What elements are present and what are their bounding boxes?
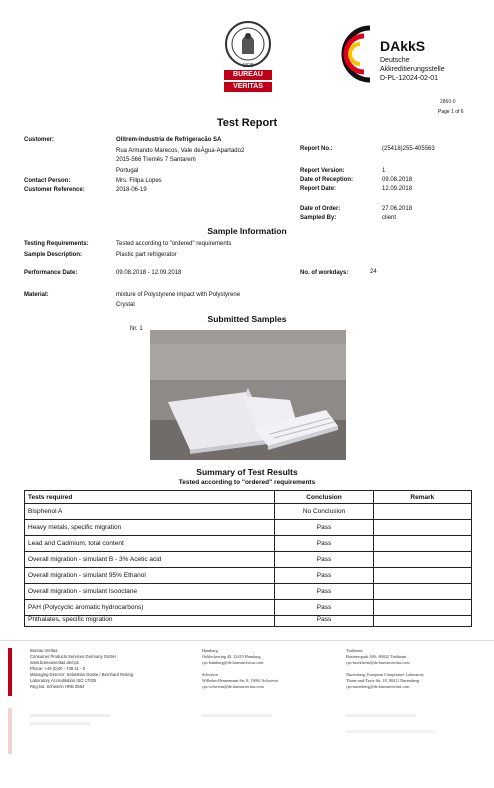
footer-divider	[0, 640, 494, 641]
footer-line: Thurn-und-Taxis-Str. 18, 90411 Nuremberg	[346, 678, 420, 683]
dakks-id: D-PL-12024-02-01	[380, 75, 438, 82]
footer-line: Nuremberg, European Compliance Laboratory	[346, 672, 425, 677]
footer-line: cps-hamburg@de.bureauveritas.com	[202, 660, 264, 665]
footer-red-bar	[8, 648, 12, 696]
table-row	[25, 520, 472, 536]
table-row	[25, 584, 472, 600]
test-name: Overall migration - simulant 95% Ethanol	[25, 568, 275, 584]
footer-line: cps-tuerkheim@de.bureauveritas.com	[346, 660, 410, 665]
material-label: Material:	[24, 292, 49, 298]
report-title: Test Report	[216, 117, 278, 129]
page-number: Page 1 of 6	[438, 109, 464, 115]
footer-line: Laboratory Accreditation ISO 17025	[30, 678, 97, 683]
dakks-logo	[340, 24, 470, 94]
test-conclusion: No Conclusion	[275, 504, 373, 520]
footer-line: Bureau Veritas	[30, 648, 58, 653]
submitted-samples-heading: Submitted Samples	[207, 314, 287, 324]
footer-line: Türkheim	[346, 648, 363, 653]
footer-line: Consumer Products Services Germany GmbH	[30, 654, 116, 659]
col-conclusion: Conclusion	[275, 491, 373, 504]
test-conclusion: Pass	[275, 520, 373, 536]
sample-photo	[150, 330, 346, 460]
reflection-red-bar	[8, 708, 12, 754]
footer-company	[30, 648, 133, 690]
customer-ref-value: 2018-06-19	[116, 187, 147, 193]
sampled-by-value: client	[382, 215, 397, 221]
report-version-label: Report Version:	[300, 168, 345, 174]
contact-label: Contact Person:	[24, 178, 71, 184]
test-conclusion: Pass	[275, 600, 373, 616]
test-name: Lead and Cadmium, total content	[25, 536, 275, 552]
test-conclusion: Pass	[275, 552, 373, 568]
test-name: Overall migration - simulant B - 3% Acetic acid	[25, 552, 275, 568]
reception-date-value: 09.08.2018	[382, 177, 413, 183]
footer-line: Schwerin	[202, 672, 218, 677]
test-remark	[373, 552, 471, 568]
test-name: Phthalates, specific migration	[25, 616, 275, 627]
test-name: Bisphenol A	[25, 504, 275, 520]
workdays-value: 24	[370, 269, 377, 275]
reflection-line	[30, 722, 90, 725]
test-remark	[373, 520, 471, 536]
sample-number: Nr. 1	[130, 326, 143, 332]
table-row	[25, 616, 472, 627]
sampled-by-label: Sampled By:	[300, 215, 337, 221]
footer-line: www.bureauveritas.de/cps	[30, 660, 79, 665]
col-remark: Remark	[373, 491, 471, 504]
summary-table	[24, 490, 472, 627]
test-remark	[373, 584, 471, 600]
test-remark	[373, 568, 471, 584]
sample-desc-label: Sample Description:	[24, 252, 83, 258]
dakks-line2: Akkreditierungsstelle	[380, 66, 445, 73]
test-remark	[373, 600, 471, 616]
customer-address1: Rua Armando Marecos, Vale deÁgua-Apartado2	[116, 148, 245, 154]
test-remark	[373, 536, 471, 552]
sample-desc-value: Plastic part refrigerator	[116, 252, 177, 258]
summary-subheading: Tested according to "ordered" requirements	[178, 479, 316, 486]
page-reflection	[0, 700, 494, 788]
doc-number: 2860-0	[440, 99, 456, 105]
performance-date-label: Performance Date:	[24, 270, 78, 276]
report-version-value: 1	[382, 168, 386, 174]
test-remark	[373, 504, 471, 520]
footer-line: Hamburg	[202, 648, 218, 653]
test-conclusion: Pass	[275, 584, 373, 600]
footer-line: Phone: +49 (0)40 - 749 41 - 0	[30, 666, 86, 671]
col-tests-required: Tests required	[25, 491, 275, 504]
table-row	[25, 552, 472, 568]
reflection-line	[202, 714, 272, 717]
material-value-line1: mixture of Polystyrene impact with Polystyrene	[116, 292, 241, 298]
order-date-label: Date of Order:	[300, 206, 341, 212]
test-conclusion: Pass	[275, 536, 373, 552]
bv-logo-word1: BUREAU	[233, 71, 263, 78]
bv-logo-year: 1828	[242, 63, 254, 69]
testing-req-label: Testing Requirements:	[24, 241, 89, 247]
summary-heading: Summary of Test Results	[196, 467, 298, 477]
test-name: PAH (Polycyclic aromatic hydrocarbons)	[25, 600, 275, 616]
contact-value: Mrs. Filipa Lopes	[116, 178, 162, 184]
workdays-label: No. of workdays:	[300, 270, 349, 276]
table-row	[25, 536, 472, 552]
footer-line: cps-nuernberg@de.bureauveritas.com	[346, 684, 410, 689]
reflection-line	[346, 730, 436, 733]
dakks-name: DAkkS	[380, 38, 426, 54]
customer-country: Portugal	[116, 168, 139, 174]
sample-info-heading: Sample Information	[207, 226, 287, 236]
test-name: Overall migration - simulant Isooctane	[25, 584, 275, 600]
customer-name: Olitrem-Industria de Refrigeracão SA	[116, 137, 222, 143]
dakks-line1: Deutsche	[380, 57, 410, 64]
footer-locations-1	[202, 648, 278, 690]
table-row	[25, 568, 472, 584]
report-date-value: 12.09.2018	[382, 186, 413, 192]
report-date-label: Report Date:	[300, 186, 337, 192]
reception-date-label: Date of Reception:	[300, 177, 354, 183]
test-name: Heavy metals, specific migration	[25, 520, 275, 536]
test-remark	[373, 616, 471, 627]
summary-table-header	[25, 491, 472, 504]
customer-label: Customer:	[24, 137, 55, 143]
customer-address2: 2015-566 Tremês 7 Santarem	[116, 157, 196, 163]
report-no-label: Report No.:	[300, 146, 333, 152]
footer-line: Managing Director: Sebastian Dosse / Bernhard Rosing	[30, 672, 134, 677]
test-conclusion: Pass	[275, 616, 373, 627]
reflection-line	[346, 714, 416, 717]
table-row	[25, 504, 472, 520]
customer-ref-label: Customer Reference:	[24, 187, 85, 193]
bv-logo-word2: VERITAS	[233, 83, 263, 90]
test-conclusion: Pass	[275, 568, 373, 584]
footer-locations-2	[346, 648, 424, 690]
footer-line: Oehleckerring 40, 22419 Hamburg	[202, 654, 261, 659]
footer-line: Reg.No. Schwerin HRB 3564	[30, 684, 85, 689]
bureau-veritas-logo	[222, 20, 274, 102]
reflection-line	[30, 714, 110, 717]
performance-date-value: 09.08.2018 - 12.09.2018	[116, 270, 182, 276]
table-row	[25, 600, 472, 616]
footer-line: Businesspark A96, 86842 Türkheim	[346, 654, 407, 659]
order-date-value: 27.06.2018	[382, 206, 413, 212]
testing-req-value: Tested according to "ordered" requirements	[116, 241, 232, 247]
footer-line: cps-schwerin@de.bureauveritas.com	[202, 684, 264, 689]
material-value-line2: Crystal	[116, 302, 135, 308]
report-no-value: (25418)255-405563	[382, 146, 435, 152]
footer-line: Wilhelm-Hennemann-Str. 8, 19061 Schwerin	[202, 678, 278, 683]
